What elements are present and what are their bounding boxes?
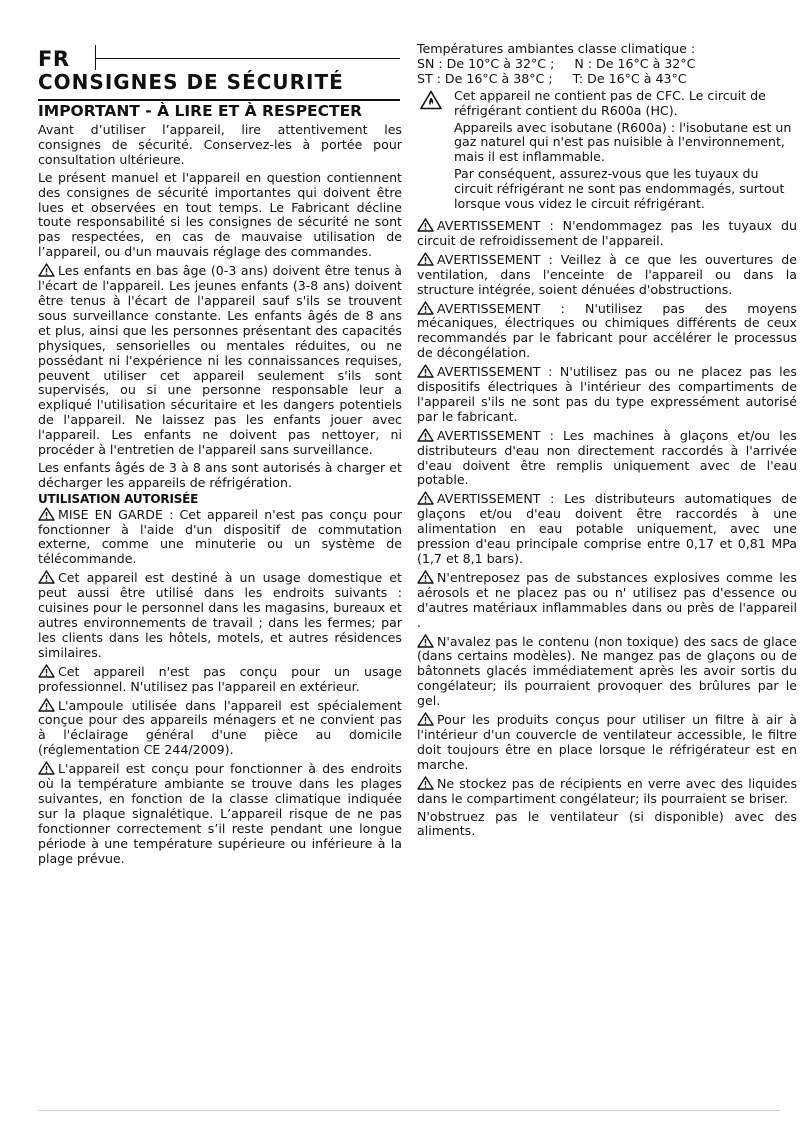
language-code: FR (38, 47, 70, 71)
warning-icon (417, 776, 434, 790)
warning-icon (38, 570, 55, 584)
warning-icon (417, 252, 434, 266)
bulb-paragraph: L'ampoule utilisée dans l'appareil est spécialement conçue pour des appareils ménagers et ne convient pas à l'éclairage général d'une pièce au domicile (réglementation CE 244/2009). (38, 697, 402, 758)
climate-class-title: Températures ambiantes classe climatique : (417, 41, 696, 56)
warning-icon (417, 218, 434, 232)
warning-defrost-paragraph: AVERTISSEMENT : N'utilisez pas des moyens mécaniques, électriques ou chimiques différents de ceux recommandés par le fabricant pour accélérer le processus de décongélation. (417, 300, 797, 361)
warning-icon (417, 428, 434, 442)
pipes-check-paragraph: Par conséquent, assurez-vous que les tuyaux du circuit réfrigérant ne sont pas endommagés, surtout lorsque vous videz le circuit réfrigérant. (454, 166, 785, 212)
climate-class-line-1: SN : De 10°C à 32°C ; N : De 16°C à 32°C (417, 55, 696, 71)
warning-icon (38, 761, 55, 775)
warning-vents-paragraph: AVERTISSEMENT : Veillez à ce que les ouvertures de ventilation, dans l'enceinte de l'appareil ou dans la structure intégrée, soient dénuées d'obstructions. (417, 251, 797, 297)
climate-class-line-2: ST : De 16°C à 38°C ; T: De 16°C à 43°C (417, 70, 687, 86)
right-column (417, 42, 797, 842)
title-rule (38, 99, 400, 101)
children-paragraph: Les enfants en bas âge (0-3 ans) doivent être tenus à l'écart de l'appareil. Les jeunes enfants (3-8 ans) doivent être tenus à l'écart de l'appareil sauf s'ils se trouvent sous surveillance constante. Les enfants âgés de 8 ans et plus, ainsi que les personnes présentant des capacités physiques, sensorielles ou mentales réduites, ou ne possédant ni l'expérience ni les connaissances requises, peuvent utiliser cet appareil seulement s'ils sont supervisés, ou si une personne responsable leur a expliqué l'utilisation sécuritaire et les dangers potentiels de l'appareil. Ne laissez pas les enfants jouer avec l'appareil. Les enfants ne doivent pas nettoyer, ni procéder à l'entretien de l'appareil sans surveillance. (38, 263, 402, 458)
caution-external-paragraph: MISE EN GARDE : Cet appareil n'est pas conçu pour fonctionner à l'aide d'un dispositif de commutation externe, comme une minuterie ou un système de télécommande. (38, 506, 402, 567)
warning-icon (417, 634, 434, 648)
warning-icon (417, 570, 434, 584)
warning-icemakers-paragraph: AVERTISSEMENT : Les machines à glaçons et/ou les distributeurs d'eau non directement raccordés à l'arrivée d'eau doivent être remplis uniquement avec de l'eau potable. (417, 427, 797, 488)
warning-icon (417, 491, 434, 505)
children-load-paragraph: Les enfants âgés de 3 à 8 ans sont autorisés à charger et décharger les appareils de réfrigération. (38, 459, 402, 490)
left-column (38, 123, 402, 870)
flammable-refrigerant-block (417, 89, 797, 212)
cfc-paragraph: Cet appareil ne contient pas de CFC. Le circuit de réfrigérant contient du R600a (HC). (454, 87, 766, 118)
professional-use-paragraph: Cet appareil n'est pas conçu pour un usage professionnel. N'utilisez pas l'appareil en extérieur. (38, 663, 402, 694)
header-rule (95, 58, 400, 59)
warning-icon (38, 698, 55, 712)
domestic-use-paragraph: Cet appareil est destiné à un usage domestique et peut aussi être utilisé dans les endroits suivants : cuisines pour le personnel dans les magasins, bureaux et autres environnements de travail ; dans les fermes; par les clients dans les hôtels, motels, et autres résidences similaires. (38, 570, 402, 660)
glass-containers-paragraph: Ne stockez pas de récipients en verre avec des liquides dans le compartiment congélateur; ils pourraient se briser. (417, 775, 797, 806)
warning-devices-paragraph: AVERTISSEMENT : N'utilisez pas ou ne placez pas les dispositifs électriques à l'intérieur des compartiments de l'appareil s'ils ne sont pas du type expressément autorisé par le fabricant. (417, 364, 797, 424)
warning-icon (417, 712, 434, 726)
authorized-use-heading: UTILISATION AUTORISÉE (38, 491, 199, 506)
warning-pipes-paragraph: AVERTISSEMENT : N'endommagez pas les tuyaux du circuit de refroidissement de l'appareil. (417, 217, 797, 248)
temperature-paragraph: L'appareil est conçu pour fonctionner à des endroits où la température ambiante se trouve dans les plages suivantes, en fonction de la classe climatique indiquée sur la plaque signalétique. L’appareil risque de ne pas fonctionner correctement s’il reste pendant une longue période à une température supérieure ou inférieure à la plage prévue. (38, 761, 402, 866)
warning-icon (417, 301, 434, 315)
warning-icon (38, 507, 55, 521)
explosive-paragraph: N'entreposez pas de substances explosives comme les aérosols et ne placez pas ou n' utilisez pas d'essence ou d'autres matériaux inflammables dans ou près de l'appareil . (417, 569, 797, 630)
page-title: CONSIGNES DE SÉCURITÉ (38, 70, 344, 94)
warning-dispensers-paragraph: AVERTISSEMENT : Les distributeurs automatiques de glaçons et/ou d'eau doivent être raccordés à une alimentation en eau potable uniquement, avec une pression d'eau principale comprise entre 0,17 et 0,81 MPa (1,7 et 8,1 bars). (417, 491, 797, 566)
warning-icon (38, 664, 55, 678)
ice-packs-paragraph: N'avalez pas le contenu (non toxique) des sacs de glace (dans certains modèles). Ne mangez pas de glaçons ou de bâtonnets glacés immédiatement après les avoir sortis du congélateur; ils pourraient provoquer des brûlures par le gel. (417, 633, 797, 709)
air-filter-paragraph: Pour les produits conçus pour utiliser un filtre à air à l'intérieur d'un couvercle de ventilateur accessible, le filtre doit toujours être en place lorsque le réfrigérateur est en marche. (417, 712, 797, 772)
isobutane-paragraph: Appareils avec isobutane (R600a) : l'isobutane est un gaz naturel qui n'est pas nuisible à l'environnement, mais il est inflammable. (454, 119, 792, 165)
page-subtitle: IMPORTANT - À LIRE ET À RESPECTER (38, 102, 363, 120)
flammable-warning-icon (420, 90, 442, 114)
fan-paragraph: N'obstruez pas le ventilateur (si disponible) avec des aliments. (417, 808, 797, 839)
manual-paragraph: Le présent manuel et l'appareil en question contiennent des consignes de sécurité importantes qui doivent être lues et observées en tout temps. Le Fabricant décline toute responsabilité si les consignes de sécurité ne sont pas respectées, en cas de mauvaise utilisation de l’appareil, ou d'un mauvais réglage des commandes. (38, 169, 402, 260)
footer-rule (38, 1110, 780, 1111)
warning-icon (417, 364, 434, 378)
warning-icon (38, 263, 55, 277)
intro-paragraph: Avant d’utiliser l’appareil, lire attentivement les consignes de sécurité. Conservez-les à portée pour consultation ultérieure. (38, 122, 402, 167)
